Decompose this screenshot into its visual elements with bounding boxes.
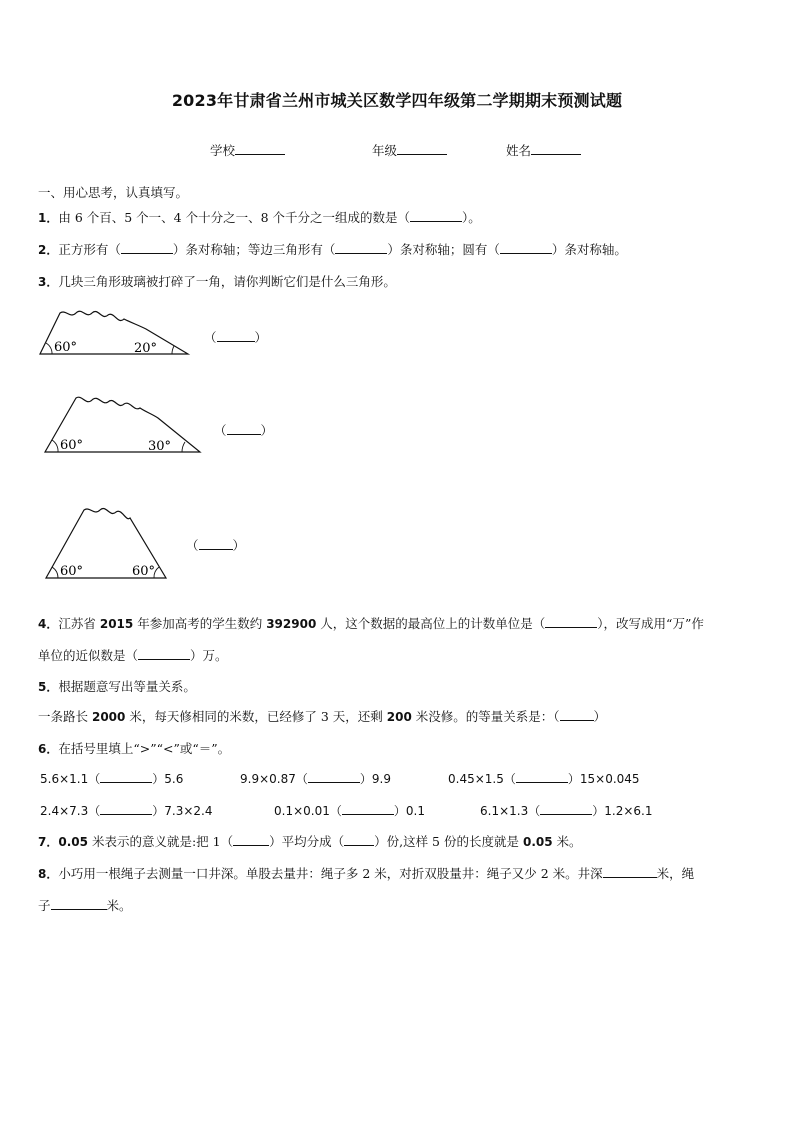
- compare-left: 5.6×1.1: [40, 772, 89, 786]
- question-6: [38, 739, 230, 757]
- question-text: 年参加高考的学生数约: [133, 616, 267, 631]
- question-text: 人，这个数据的最高位上的计数单位是（: [316, 616, 546, 631]
- answer-blank[interactable]: [410, 209, 462, 222]
- question-text: 小巧用一根绳子去测量一口井深。单股去量井：绳子多 2 米，对折双股量井：绳子又少 2 米。井深: [58, 866, 603, 881]
- question-text: 米。: [106, 898, 132, 913]
- compare-blank[interactable]: [342, 802, 394, 815]
- name-blank[interactable]: [531, 141, 581, 155]
- compare-left: 0.45×1.5: [448, 772, 504, 786]
- question-text: 米，绳: [656, 866, 695, 881]
- compare-item: 0.1×0.01（ ）0.1: [274, 804, 425, 818]
- question-4-line-1: [38, 614, 704, 632]
- compare-item: 6.1×1.3（ ）1.2×6.1: [480, 804, 653, 818]
- compare-item: 9.9×0.87（ ）9.9: [240, 772, 391, 786]
- remaining-value: 200: [386, 710, 412, 724]
- school-label: 学校: [210, 143, 236, 158]
- answer-blank-depth[interactable]: [603, 865, 657, 878]
- question-text-part2: ）条对称轴；等边三角形有（: [172, 242, 336, 257]
- compare-blank[interactable]: [540, 802, 592, 815]
- answer-blank[interactable]: [199, 537, 233, 550]
- question-5-line-2: [38, 707, 606, 725]
- paren-close: ）: [232, 538, 246, 553]
- question-text-part1: 正方形有（: [58, 242, 121, 257]
- answer-blank[interactable]: [217, 329, 255, 342]
- question-number: 7．: [38, 835, 59, 849]
- question-text: 在括号里填上“>”“<”或“＝”。: [58, 741, 231, 756]
- question-text: 根据题意写出等量关系。: [58, 679, 196, 694]
- angle-label-left: 60°: [60, 564, 84, 579]
- answer-blank[interactable]: [560, 708, 594, 721]
- question-number: 4．: [38, 617, 59, 631]
- compare-left: 6.1×1.3: [480, 804, 529, 818]
- question-text: ）份,这样 5 份的长度就是: [374, 834, 523, 849]
- school-field: [210, 141, 285, 159]
- answer-blank-whole[interactable]: [233, 833, 269, 846]
- grade-field: [372, 141, 447, 159]
- compare-right: 9.9: [371, 772, 391, 786]
- question-number: 6．: [38, 742, 59, 756]
- count-value: 392900: [266, 617, 317, 631]
- paren-open: （: [186, 538, 199, 553]
- compare-right: 5.6: [164, 772, 184, 786]
- answer-triangle-3: [186, 536, 245, 554]
- angle-label-left: 60°: [54, 340, 78, 355]
- broken-triangle-2: [42, 392, 207, 457]
- broken-triangle-3: [42, 502, 172, 582]
- question-text-end: ）。: [462, 210, 481, 225]
- answer-blank-unit[interactable]: [545, 615, 597, 628]
- question-8-line-2: [38, 896, 132, 914]
- name-label: 姓名: [506, 143, 532, 158]
- compare-right: 15×0.045: [579, 772, 640, 786]
- grade-blank[interactable]: [397, 141, 447, 155]
- value: 0.05: [58, 835, 88, 849]
- grade-label: 年级: [372, 143, 398, 158]
- question-text: 江苏省: [58, 616, 100, 631]
- question-5: [38, 677, 196, 695]
- compare-left: 0.1×0.01: [274, 804, 330, 818]
- paren-close: ）: [260, 423, 274, 438]
- angle-label-right: 20°: [134, 341, 158, 356]
- question-2: [38, 240, 627, 258]
- section-heading: 一、用心思考，认真填写。: [38, 185, 189, 200]
- answer-blank-triangle[interactable]: [335, 241, 387, 254]
- answer-triangle-1: [204, 328, 267, 346]
- question-number: 8．: [38, 867, 59, 881]
- question-text: 米没修。的等量关系是：（: [411, 709, 560, 724]
- question-text: 几块三角形玻璃被打碎了一角，请你判断它们是什么三角形。: [58, 274, 396, 289]
- question-3: [38, 272, 396, 290]
- answer-blank-rope[interactable]: [51, 897, 107, 910]
- value: 0.05: [522, 835, 553, 849]
- question-text: ）万。: [190, 648, 228, 663]
- compare-item: 2.4×7.3（ ）7.3×2.4: [40, 804, 213, 818]
- answer-blank-approx[interactable]: [138, 647, 190, 660]
- answer-blank-parts[interactable]: [344, 833, 374, 846]
- question-text: 米，每天修相同的米数，已经修了 3 天，还剩: [125, 709, 387, 724]
- question-text: ）平均分成（: [269, 834, 345, 849]
- question-text: ），改写成用“万”作: [597, 616, 704, 631]
- paren-close: ）: [254, 330, 268, 345]
- compare-item: 0.45×1.5（ ）15×0.045: [448, 772, 640, 786]
- question-text: 米表示的意义就是:把 1（: [87, 834, 234, 849]
- question-text: 由 6 个百、5 个一、4 个十分之一、8 个千分之一组成的数是（: [58, 210, 411, 225]
- page-title: 2023年甘肃省兰州市城关区数学四年级第二学期期末预测试题: [171, 91, 623, 110]
- answer-blank-square[interactable]: [121, 241, 173, 254]
- broken-triangle-1: [38, 305, 198, 360]
- compare-right: 1.2×6.1: [604, 804, 653, 818]
- compare-left: 9.9×0.87: [240, 772, 296, 786]
- paren-open: （: [204, 330, 217, 345]
- question-text-part4: ）条对称轴。: [551, 242, 627, 257]
- angle-label-right: 30°: [148, 439, 172, 454]
- name-field: [506, 141, 581, 159]
- question-4-line-2: [38, 646, 228, 664]
- compare-right: 7.3×2.4: [164, 804, 213, 818]
- compare-left: 2.4×7.3: [40, 804, 89, 818]
- angle-label-right: 60°: [132, 564, 156, 579]
- question-number: 5．: [38, 680, 59, 694]
- question-text-part3: ）条对称轴；圆有（: [387, 242, 500, 257]
- compare-item: 5.6×1.1（ ）5.6: [40, 772, 184, 786]
- year-value: 2015: [99, 617, 134, 631]
- question-number: 1．: [38, 211, 59, 225]
- answer-blank[interactable]: [227, 422, 261, 435]
- length-value: 2000: [91, 710, 126, 724]
- question-text: 一条路长: [38, 709, 92, 724]
- compare-blank[interactable]: [516, 770, 568, 783]
- compare-right: 0.1: [405, 804, 425, 818]
- question-text: 子: [38, 898, 51, 913]
- compare-blank[interactable]: [100, 802, 152, 815]
- question-7: [38, 832, 582, 850]
- question-8-line-1: [38, 864, 694, 882]
- compare-blank[interactable]: [100, 770, 152, 783]
- question-number: 2．: [38, 243, 59, 257]
- question-number: 3．: [38, 275, 59, 289]
- question-text: 米。: [552, 834, 582, 849]
- compare-blank[interactable]: [308, 770, 360, 783]
- answer-triangle-2: [214, 421, 273, 439]
- school-blank[interactable]: [235, 141, 285, 155]
- question-text: 单位的近似数是（: [38, 648, 139, 663]
- paren-open: （: [214, 423, 227, 438]
- question-1: [38, 208, 481, 226]
- question-text: ）: [593, 709, 607, 724]
- answer-blank-circle[interactable]: [500, 241, 552, 254]
- angle-label-left: 60°: [60, 438, 84, 453]
